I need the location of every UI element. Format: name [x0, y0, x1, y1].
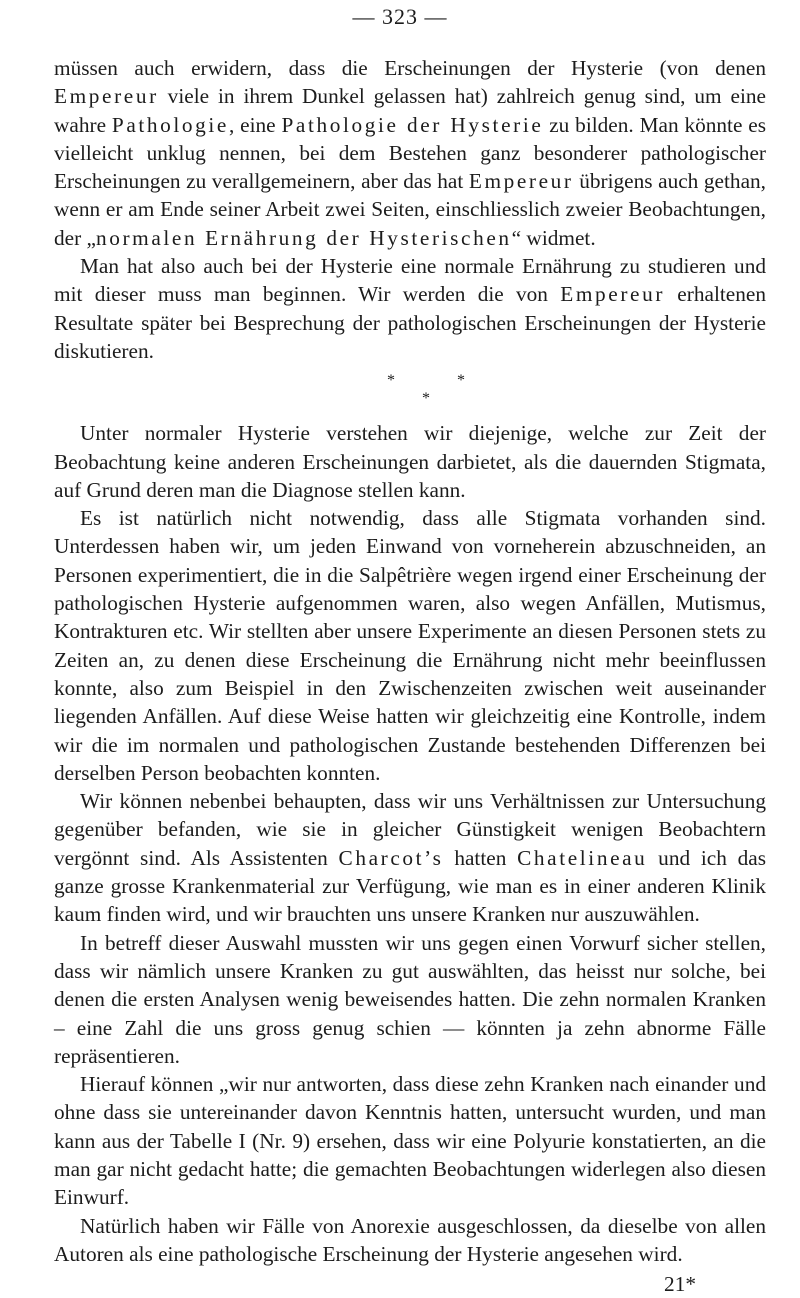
paragraph-text: übrigens auch gethan, wenn er am Ende seiner Arbeit zwei Seiten, einschliesslich zweier Beobachtungen, der „: [54, 169, 766, 250]
spaced-name: normalen Ernährung der Hysterischen: [95, 225, 512, 250]
spaced-name: Charcot’s: [338, 845, 444, 870]
paragraph-text: Hierauf können „wir nur antworten, dass diese zehn Kranken nach einander und ohne dass sie untereinander davon Kenntnis hatten, untersucht wurden, und man kann aus der Tabelle I (Nr. 9) ersehen, dass wir eine Polyurie konstatierten, an die man gar nicht gedacht hatte; die gemachten Beobachtungen widerlegen also diesen Einwurf.: [54, 1072, 766, 1210]
paragraph-text: Es ist natürlich nicht notwendig, dass alle Stigmata vorhanden sind. Unterdessen haben wir, um jeden Einwand von vorneherein abzuschneiden, an Personen experimentiert, die in die Salpêtrière wegen irgend einer Erscheinung der pathologischen Hysterie aufgenommen waren, also wegen Anfällen, Mutismus, Kontrakturen etc. Wir stellten aber unsere Experimente an diesen Personen stets zu Zeiten an, zu denen diese Erscheinung die Ernährung nicht mehr beeinflussen konnte, also zum Beispiel in den Zwischenzeiten zwischen weit auseinander liegenden Anfällen. Auf diese Weise hatten wir gleichzeitig eine Kontrolle, indem wir die im normalen und pathologischen Zustande bestehenden Differenzen bei derselben Person beobachten konnten.: [54, 506, 766, 785]
paragraph-text: “ widmet.: [511, 225, 596, 250]
section-separator: [54, 365, 766, 419]
spaced-name: Chatelineau: [517, 845, 648, 870]
body-text: [54, 54, 766, 1298]
paragraph: [54, 787, 766, 928]
paragraph: [54, 1212, 766, 1269]
paragraph-text: und ich das ganze grosse Krankenmaterial zur Verfügung, wie man es in einer anderen Klinik kaum finden wird, und wir brauchten uns unsere Kranken nur auszuwählen.: [54, 845, 767, 927]
paragraph: [54, 929, 766, 1070]
paragraph: [54, 419, 766, 504]
separator-asterisk: *: [387, 372, 395, 390]
spaced-name: Pathologie der Hysterie: [281, 112, 544, 137]
page-number: — 323 —: [352, 4, 448, 29]
spaced-name: Pathologie: [111, 112, 229, 137]
spaced-name: Empereur: [54, 84, 159, 109]
separator-asterisk: *: [457, 372, 465, 390]
sheet-signature: 21*: [664, 1272, 696, 1297]
paragraph-text: Wir können nebenbei behaupten, dass wir uns Verhältnissen zur Untersuchung gegenüber befanden, wie sie in gleicher Günstigkeit wenigen Beobachtern vergönnt sind. Als Assistenten: [54, 789, 766, 870]
paragraph-text: zu bilden. Man könnte es vielleicht unklug nennen, bei dem Bestehen ganz besonderer pathologischer Erscheinungen zu verallgemeinern, aber das hat: [54, 112, 766, 194]
paragraph-text: In betreff dieser Auswahl mussten wir uns gegen einen Vorwurf sicher stellen, dass wir nämlich unsere Kranken zu gut auswählten, das heisst nur solche, bei denen die ersten Analysen wenig beweisendes hatten. Die zehn normalen Kranken – eine Zahl die uns gross genug schien — könnten ja zehn abnorme Fälle repräsentieren.: [54, 930, 766, 1068]
paragraph-text: hatten: [443, 845, 518, 870]
paragraph-text: , eine: [228, 112, 282, 137]
paragraph-text: Natürlich haben wir Fälle von Anorexie ausgeschlossen, da dieselbe von allen Autoren als eine pathologische Erscheinung der Hysterie angesehen wird.: [54, 1213, 766, 1266]
paragraph: [54, 54, 766, 252]
spaced-name: Empereur: [468, 169, 574, 194]
separator-asterisk: *: [422, 390, 430, 408]
paragraph-text: müssen auch erwidern, dass die Erscheinungen der Hysterie (von denen: [54, 56, 766, 80]
paragraph-text: erhaltenen Resultate später bei Besprechung der pathologischen Erscheinungen der Hysterie diskutieren.: [54, 282, 766, 363]
spaced-name: Empereur: [560, 282, 666, 307]
paragraph-text: Man hat also auch bei der Hysterie eine normale Ernährung zu studieren und mit dieser muss man beginnen. Wir werden die von: [54, 254, 766, 307]
paragraph-text: viele in ihrem Dunkel gelassen hat) zahlreich genug sind, um eine wahre: [54, 84, 766, 137]
paragraph: [54, 504, 766, 787]
paragraph: [54, 252, 766, 365]
paragraph-text: Unter normaler Hysterie verstehen wir diejenige, welche zur Zeit der Beobachtung keine anderen Erscheinungen darbietet, als die dauernden Stigmata, auf Grund deren man die Diagnose stellen kann.: [54, 421, 766, 502]
paragraph: [54, 1070, 766, 1211]
